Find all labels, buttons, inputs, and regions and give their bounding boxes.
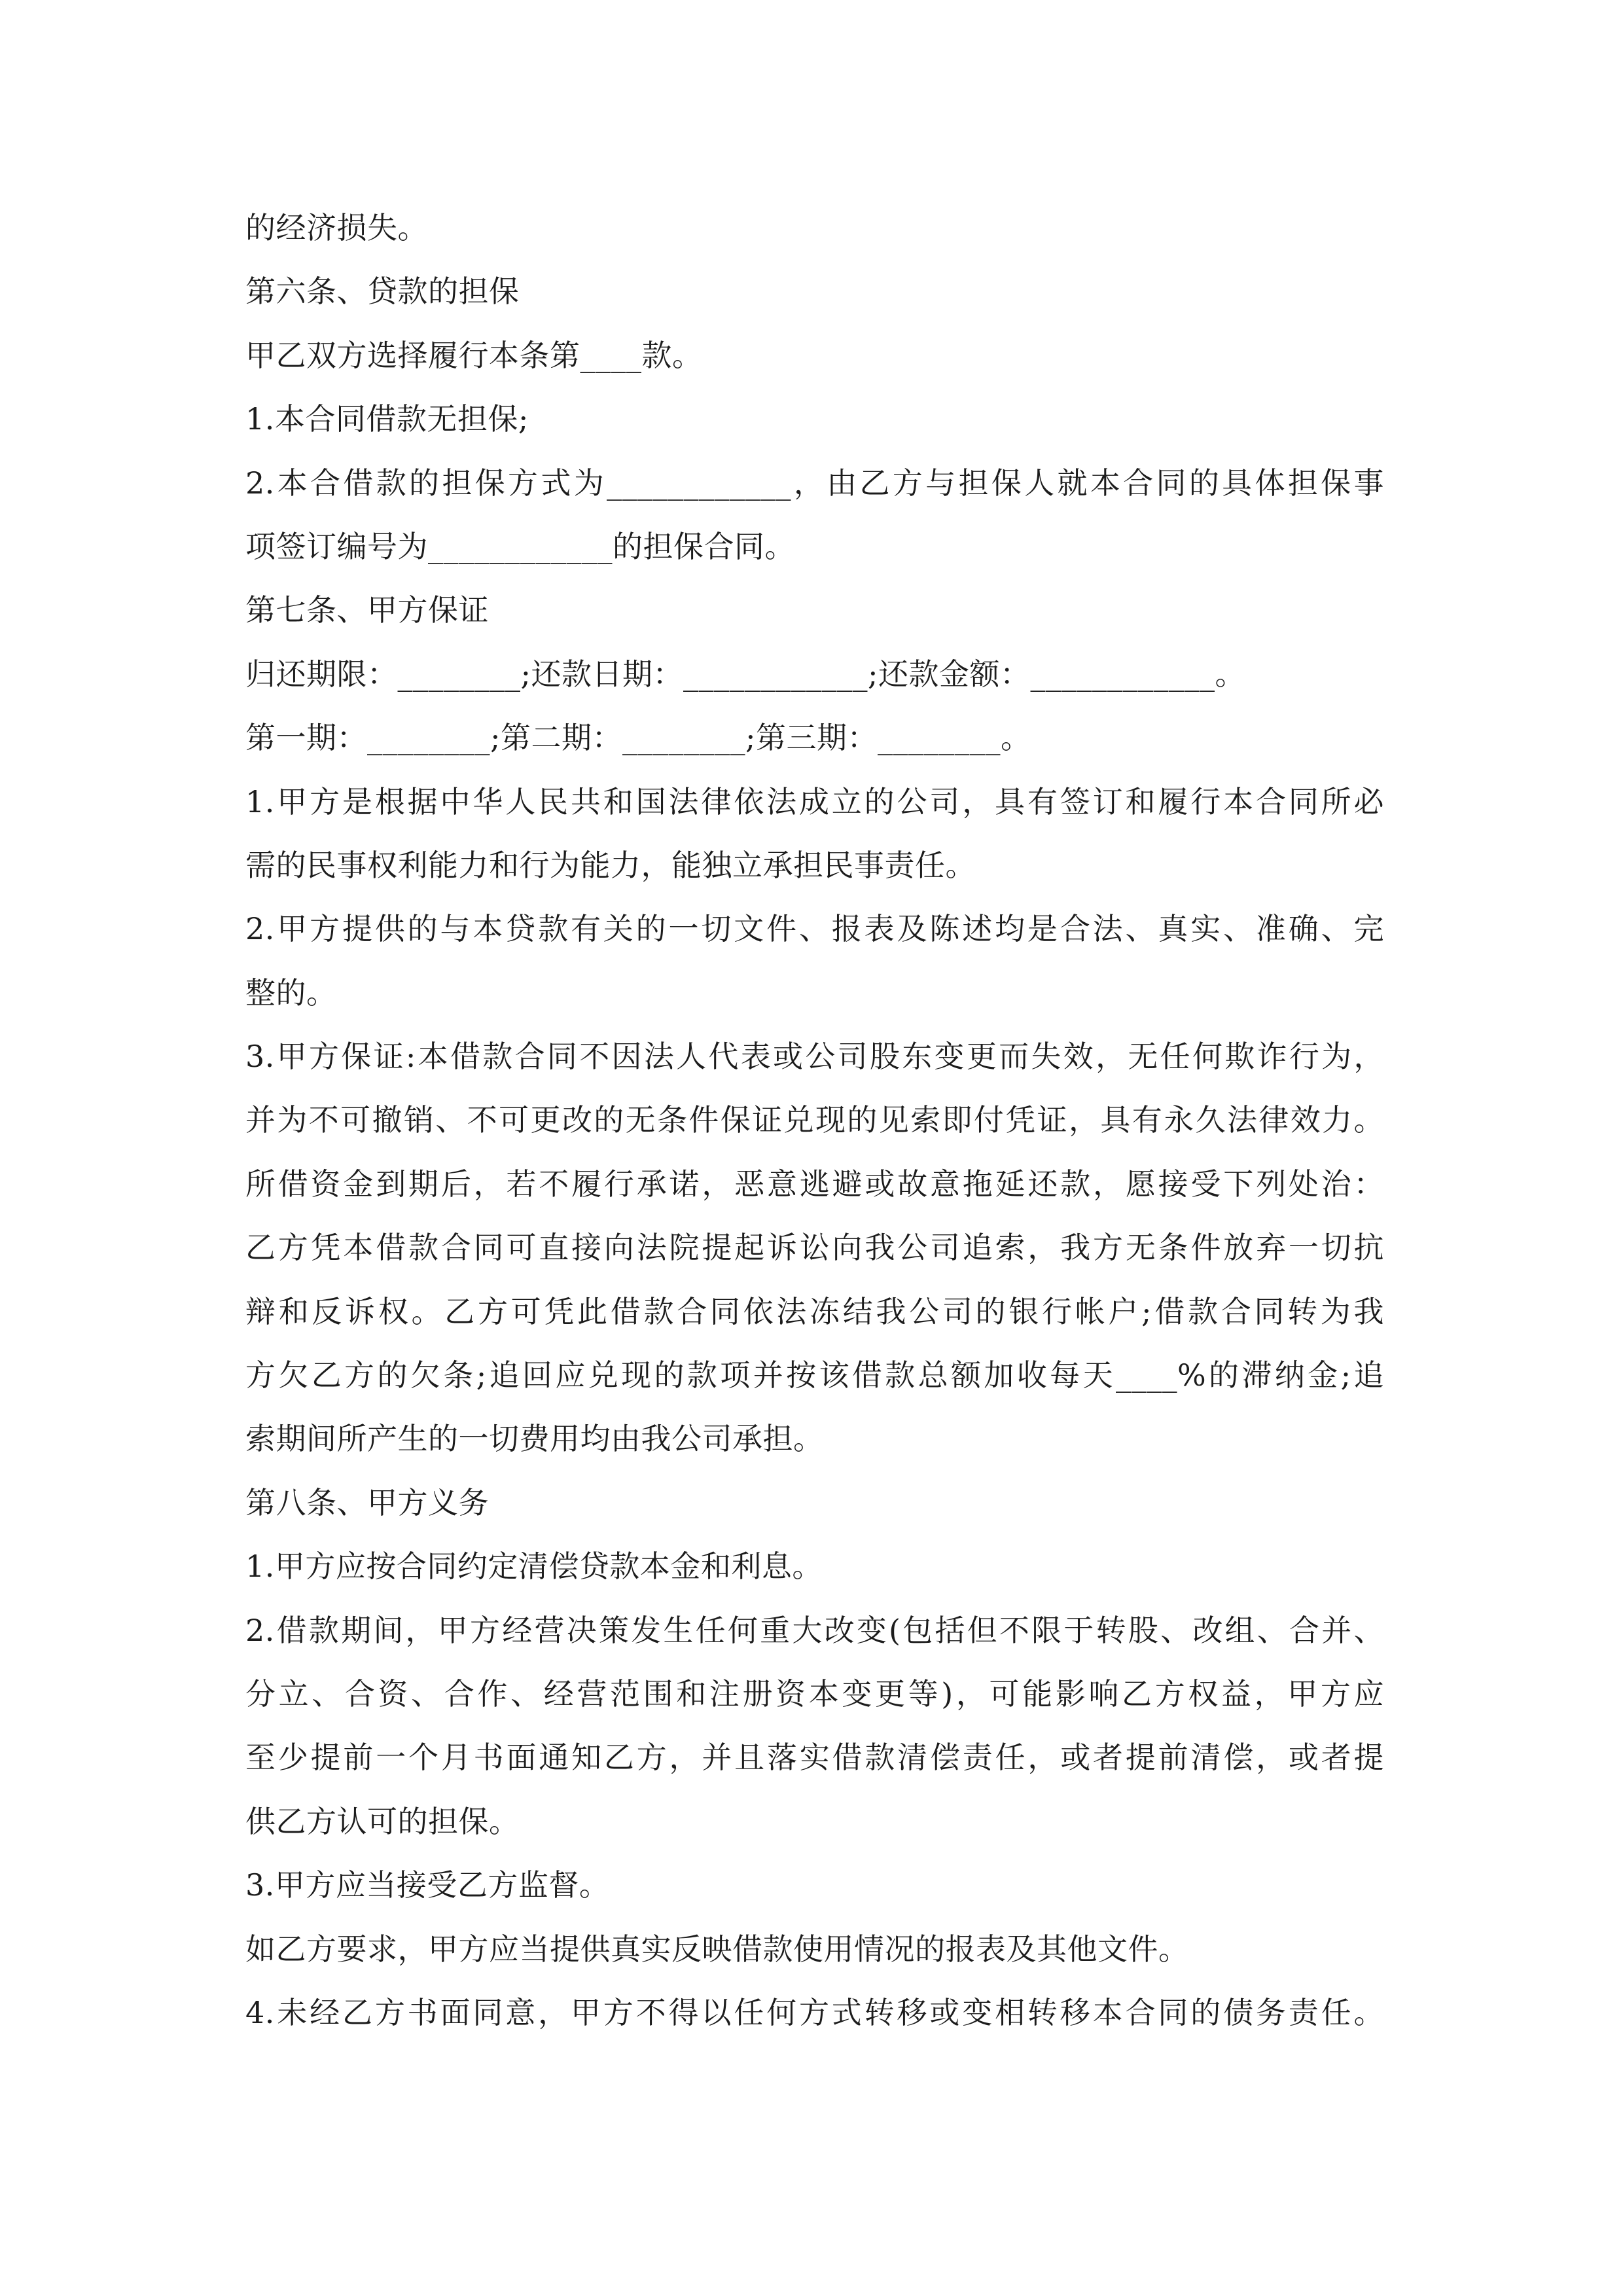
text-line: 辩和反诉权。乙方可凭此借款合同依法冻结我公司的银行帐户;借款合同转为我 (245, 1293, 1384, 1329)
text-line: 需的民事权利能力和行为能力，能独立承担民事责任。 (245, 847, 976, 883)
text-line: 方欠乙方的欠条;追回应兑现的款项并按该借款总额加收每天____%的滞纳金;追 (245, 1357, 1384, 1393)
text-line: 3.甲方保证:本借款合同不因法人代表或公司股东变更而失效，无任何欺诈行为， (245, 1039, 1384, 1075)
text-line: 第一期：________;第二期：________;第三期：________。 (245, 720, 1031, 756)
text-line: 甲乙双方选择履行本条第____款。 (245, 337, 703, 373)
text-line: 索期间所产生的一切费用均由我公司承担。 (245, 1421, 824, 1457)
text-line: 乙方凭本借款合同可直接向法院提起诉讼向我公司追索，我方无条件放弃一切抗 (245, 1230, 1384, 1266)
text-line: 2.本合借款的担保方式为____________，由乙方与担保人就本合同的具体担保事 (245, 465, 1384, 501)
document-body (245, 196, 1384, 2045)
text-line: 至少提前一个月书面通知乙方，并且落实借款清偿责任，或者提前清偿，或者提 (245, 1740, 1384, 1776)
text-line: 2.借款期间，甲方经营决策发生任何重大改变(包括但不限于转股、改组、合并、 (245, 1612, 1384, 1648)
text-line: 3.甲方应当接受乙方监督。 (245, 1867, 610, 1903)
text-line: 整的。 (245, 975, 337, 1011)
text-line: 4.未经乙方书面同意，甲方不得以任何方式转移或变相转移本合同的债务责任。 (245, 1994, 1384, 2030)
text-line: 第七条、甲方保证 (245, 592, 489, 628)
text-line: 的经济损失。 (245, 210, 428, 245)
text-line: 供乙方认可的担保。 (245, 1803, 520, 1839)
text-line: 所借资金到期后，若不履行承诺，恶意逃避或故意拖延还款，愿接受下列处治： (245, 1166, 1384, 1202)
text-line: 归还期限：________;还款日期：____________;还款金额：____________。 (245, 656, 1245, 692)
text-line: 分立、合资、合作、经营范围和注册资本变更等)，可能影响乙方权益，甲方应 (245, 1676, 1384, 1712)
text-line: 项签订编号为____________的担保合同。 (245, 528, 795, 564)
text-line: 并为不可撤销、不可更改的无条件保证兑现的见索即付凭证，具有永久法律效力。 (245, 1102, 1384, 1138)
text-line: 第六条、贷款的担保 (245, 274, 520, 310)
text-line: 如乙方要求，甲方应当提供真实反映借款使用情况的报表及其他文件。 (245, 1931, 1189, 1967)
text-line: 1.甲方是根据中华人民共和国法律依法成立的公司，具有签订和履行本合同所必 (245, 783, 1384, 819)
text-line: 1.甲方应按合同约定清偿贷款本金和利息。 (245, 1549, 823, 1585)
text-line: 第八条、甲方义务 (245, 1484, 489, 1520)
text-line: 2.甲方提供的与本贷款有关的一切文件、报表及陈述均是合法、真实、准确、完 (245, 911, 1384, 947)
text-line: 1.本合同借款无担保; (245, 401, 529, 437)
